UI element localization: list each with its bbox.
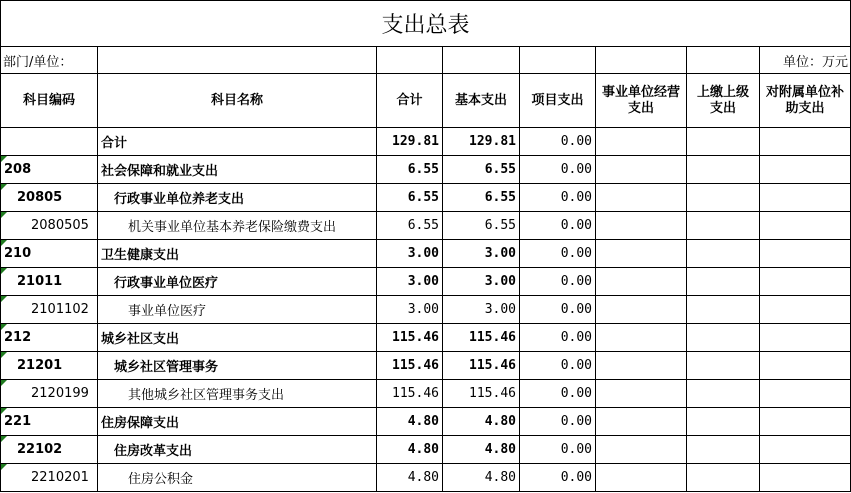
row-basic-cell[interactable]: 6.55 — [443, 156, 520, 184]
row-code-text: 2120199 — [31, 386, 89, 401]
row-total-cell[interactable]: 115.46 — [377, 324, 443, 352]
row-code-cell[interactable] — [1, 268, 98, 296]
row-name-cell[interactable]: 社会保障和就业支出 — [98, 156, 377, 184]
row-basic-cell[interactable]: 115.46 — [443, 324, 520, 352]
row-subsidy-cell[interactable] — [760, 436, 851, 464]
row-total-cell[interactable]: 4.80 — [377, 408, 443, 436]
row-code-text: 221 — [4, 414, 32, 429]
row-upper-cell[interactable] — [687, 212, 760, 240]
cell-marker-icon — [1, 184, 7, 190]
row-total-cell[interactable]: 4.80 — [377, 464, 443, 492]
row-subsidy-cell[interactable] — [760, 380, 851, 408]
table-row — [1, 156, 851, 184]
row-code-text: 21011 — [17, 274, 63, 289]
row-upper-cell[interactable] — [687, 408, 760, 436]
header-code: 科目编码 — [1, 74, 98, 128]
row-code-text: 208 — [4, 162, 32, 177]
row-subsidy-cell[interactable] — [760, 408, 851, 436]
row-business-cell[interactable] — [596, 464, 687, 492]
row-code-cell[interactable] — [1, 464, 98, 492]
row-name-cell[interactable]: 事业单位医疗 — [98, 296, 377, 324]
row-name-cell[interactable]: 行政事业单位养老支出 — [98, 184, 377, 212]
unit-row-blank-cell[interactable] — [520, 47, 596, 74]
row-project-cell[interactable]: 0.00 — [520, 156, 596, 184]
row-business-cell[interactable] — [596, 408, 687, 436]
row-name-cell[interactable]: 机关事业单位基本养老保险缴费支出 — [98, 212, 377, 240]
cell-marker-icon — [1, 296, 7, 302]
row-name-cell[interactable]: 住房改革支出 — [98, 436, 377, 464]
row-total-cell[interactable]: 6.55 — [377, 184, 443, 212]
row-project-cell[interactable]: 0.00 — [520, 212, 596, 240]
row-project-cell[interactable]: 0.00 — [520, 464, 596, 492]
row-name-cell[interactable]: 城乡社区支出 — [98, 324, 377, 352]
row-code-cell[interactable] — [1, 240, 98, 268]
row-basic-cell[interactable]: 4.80 — [443, 464, 520, 492]
row-upper-cell[interactable] — [687, 156, 760, 184]
table-row — [1, 380, 851, 408]
row-subsidy-cell[interactable] — [760, 128, 851, 156]
unit-row-blank-cell[interactable] — [443, 47, 520, 74]
unit-row-blank-cell[interactable] — [596, 47, 687, 74]
row-name-cell[interactable]: 住房保障支出 — [98, 408, 377, 436]
row-code-text: 2210201 — [31, 470, 89, 485]
table-row — [1, 324, 851, 352]
table-row — [1, 184, 851, 212]
row-total-cell[interactable]: 115.46 — [377, 380, 443, 408]
row-business-cell[interactable] — [596, 436, 687, 464]
row-code-cell[interactable] — [1, 128, 98, 156]
row-total-cell[interactable]: 129.81 — [377, 128, 443, 156]
cell-marker-icon — [1, 156, 7, 162]
row-subsidy-cell[interactable] — [760, 296, 851, 324]
row-code-text: 212 — [4, 330, 32, 345]
cell-marker-icon — [1, 352, 7, 358]
row-total-cell[interactable]: 4.80 — [377, 436, 443, 464]
row-total-cell[interactable]: 3.00 — [377, 296, 443, 324]
unit-label: 单位：万元 — [760, 47, 851, 74]
row-upper-cell[interactable] — [687, 464, 760, 492]
row-project-cell[interactable]: 0.00 — [520, 380, 596, 408]
table-row — [1, 212, 851, 240]
row-code-cell[interactable] — [1, 212, 98, 240]
row-total-cell[interactable]: 3.00 — [377, 268, 443, 296]
row-total-cell[interactable]: 6.55 — [377, 212, 443, 240]
row-code-cell[interactable] — [1, 184, 98, 212]
header-subsidy: 对附属单位补助支出 — [760, 74, 851, 128]
row-total-cell[interactable]: 3.00 — [377, 240, 443, 268]
row-upper-cell[interactable] — [687, 324, 760, 352]
cell-marker-icon — [1, 268, 7, 274]
row-code-cell[interactable] — [1, 324, 98, 352]
row-basic-cell[interactable]: 6.55 — [443, 212, 520, 240]
row-basic-cell[interactable]: 4.80 — [443, 436, 520, 464]
row-project-cell[interactable]: 0.00 — [520, 324, 596, 352]
row-project-cell[interactable]: 0.00 — [520, 128, 596, 156]
dept-label: 部门/单位： — [1, 47, 98, 74]
row-upper-cell[interactable] — [687, 352, 760, 380]
row-code-text: 2080505 — [31, 218, 89, 233]
row-subsidy-cell[interactable] — [760, 352, 851, 380]
table-row — [1, 128, 851, 156]
cell-marker-icon — [1, 240, 7, 246]
row-business-cell[interactable] — [596, 324, 687, 352]
row-business-cell[interactable] — [596, 352, 687, 380]
row-name-cell[interactable]: 住房公积金 — [98, 464, 377, 492]
row-business-cell[interactable] — [596, 268, 687, 296]
row-code-cell[interactable] — [1, 296, 98, 324]
cell-marker-icon — [1, 212, 7, 218]
unit-row-blank-cell[interactable] — [377, 47, 443, 74]
row-subsidy-cell[interactable] — [760, 324, 851, 352]
row-project-cell[interactable]: 0.00 — [520, 268, 596, 296]
row-name-cell[interactable]: 合计 — [98, 128, 377, 156]
row-total-cell[interactable]: 115.46 — [377, 352, 443, 380]
cell-marker-icon — [1, 380, 7, 386]
cell-marker-icon — [1, 464, 7, 470]
header-business: 事业单位经营支出 — [596, 74, 687, 128]
row-project-cell[interactable]: 0.00 — [520, 436, 596, 464]
row-upper-cell[interactable] — [687, 380, 760, 408]
row-project-cell[interactable]: 0.00 — [520, 352, 596, 380]
header-name: 科目名称 — [98, 74, 377, 128]
table-row — [1, 296, 851, 324]
row-business-cell[interactable] — [596, 128, 687, 156]
row-upper-cell[interactable] — [687, 184, 760, 212]
row-code-text: 2101102 — [31, 302, 89, 317]
row-subsidy-cell[interactable] — [760, 240, 851, 268]
row-subsidy-cell[interactable] — [760, 156, 851, 184]
row-code-cell[interactable] — [1, 380, 98, 408]
row-subsidy-cell[interactable] — [760, 184, 851, 212]
table-row — [1, 240, 851, 268]
row-subsidy-cell[interactable] — [760, 212, 851, 240]
row-code-text: 20805 — [17, 190, 63, 205]
row-project-cell[interactable]: 0.00 — [520, 296, 596, 324]
row-subsidy-cell[interactable] — [760, 464, 851, 492]
row-total-cell[interactable]: 6.55 — [377, 156, 443, 184]
row-code-cell[interactable] — [1, 408, 98, 436]
row-code-text: 22102 — [17, 442, 63, 457]
cell-marker-icon — [1, 436, 7, 442]
row-code-text: 21201 — [17, 358, 63, 373]
unit-row-blank-cell[interactable] — [687, 47, 760, 74]
row-name-cell[interactable]: 城乡社区管理事务 — [98, 352, 377, 380]
row-basic-cell[interactable]: 129.81 — [443, 128, 520, 156]
row-code-cell[interactable] — [1, 352, 98, 380]
row-business-cell[interactable] — [596, 156, 687, 184]
table-row — [1, 268, 851, 296]
row-code-cell[interactable] — [1, 436, 98, 464]
row-business-cell[interactable] — [596, 240, 687, 268]
row-code-text: 210 — [4, 246, 32, 261]
table-title: 支出总表 — [1, 1, 851, 47]
cell-marker-icon — [1, 408, 7, 414]
row-upper-cell[interactable] — [687, 128, 760, 156]
row-business-cell[interactable] — [596, 296, 687, 324]
table-row — [1, 408, 851, 436]
row-business-cell[interactable] — [596, 212, 687, 240]
row-business-cell[interactable] — [596, 184, 687, 212]
row-name-cell[interactable]: 行政事业单位医疗 — [98, 268, 377, 296]
row-business-cell[interactable] — [596, 380, 687, 408]
row-basic-cell[interactable]: 115.46 — [443, 352, 520, 380]
table-row — [1, 464, 851, 492]
row-basic-cell[interactable]: 6.55 — [443, 184, 520, 212]
row-project-cell[interactable]: 0.00 — [520, 184, 596, 212]
cell-marker-icon — [1, 324, 7, 330]
header-upper: 上缴上级支出 — [687, 74, 760, 128]
row-upper-cell[interactable] — [687, 296, 760, 324]
row-basic-cell[interactable]: 115.46 — [443, 380, 520, 408]
header-total: 合计 — [377, 74, 443, 128]
row-project-cell[interactable]: 0.00 — [520, 408, 596, 436]
row-name-cell[interactable]: 卫生健康支出 — [98, 240, 377, 268]
row-code-cell[interactable] — [1, 156, 98, 184]
row-upper-cell[interactable] — [687, 436, 760, 464]
row-basic-cell[interactable]: 3.00 — [443, 268, 520, 296]
row-upper-cell[interactable] — [687, 240, 760, 268]
header-basic: 基本支出 — [443, 74, 520, 128]
row-basic-cell[interactable]: 3.00 — [443, 296, 520, 324]
header-project: 项目支出 — [520, 74, 596, 128]
table-row — [1, 352, 851, 380]
row-name-cell[interactable]: 其他城乡社区管理事务支出 — [98, 380, 377, 408]
row-basic-cell[interactable]: 3.00 — [443, 240, 520, 268]
row-subsidy-cell[interactable] — [760, 268, 851, 296]
row-upper-cell[interactable] — [687, 268, 760, 296]
row-basic-cell[interactable]: 4.80 — [443, 408, 520, 436]
dept-value-cell[interactable] — [98, 47, 377, 74]
table-row — [1, 436, 851, 464]
row-project-cell[interactable]: 0.00 — [520, 240, 596, 268]
